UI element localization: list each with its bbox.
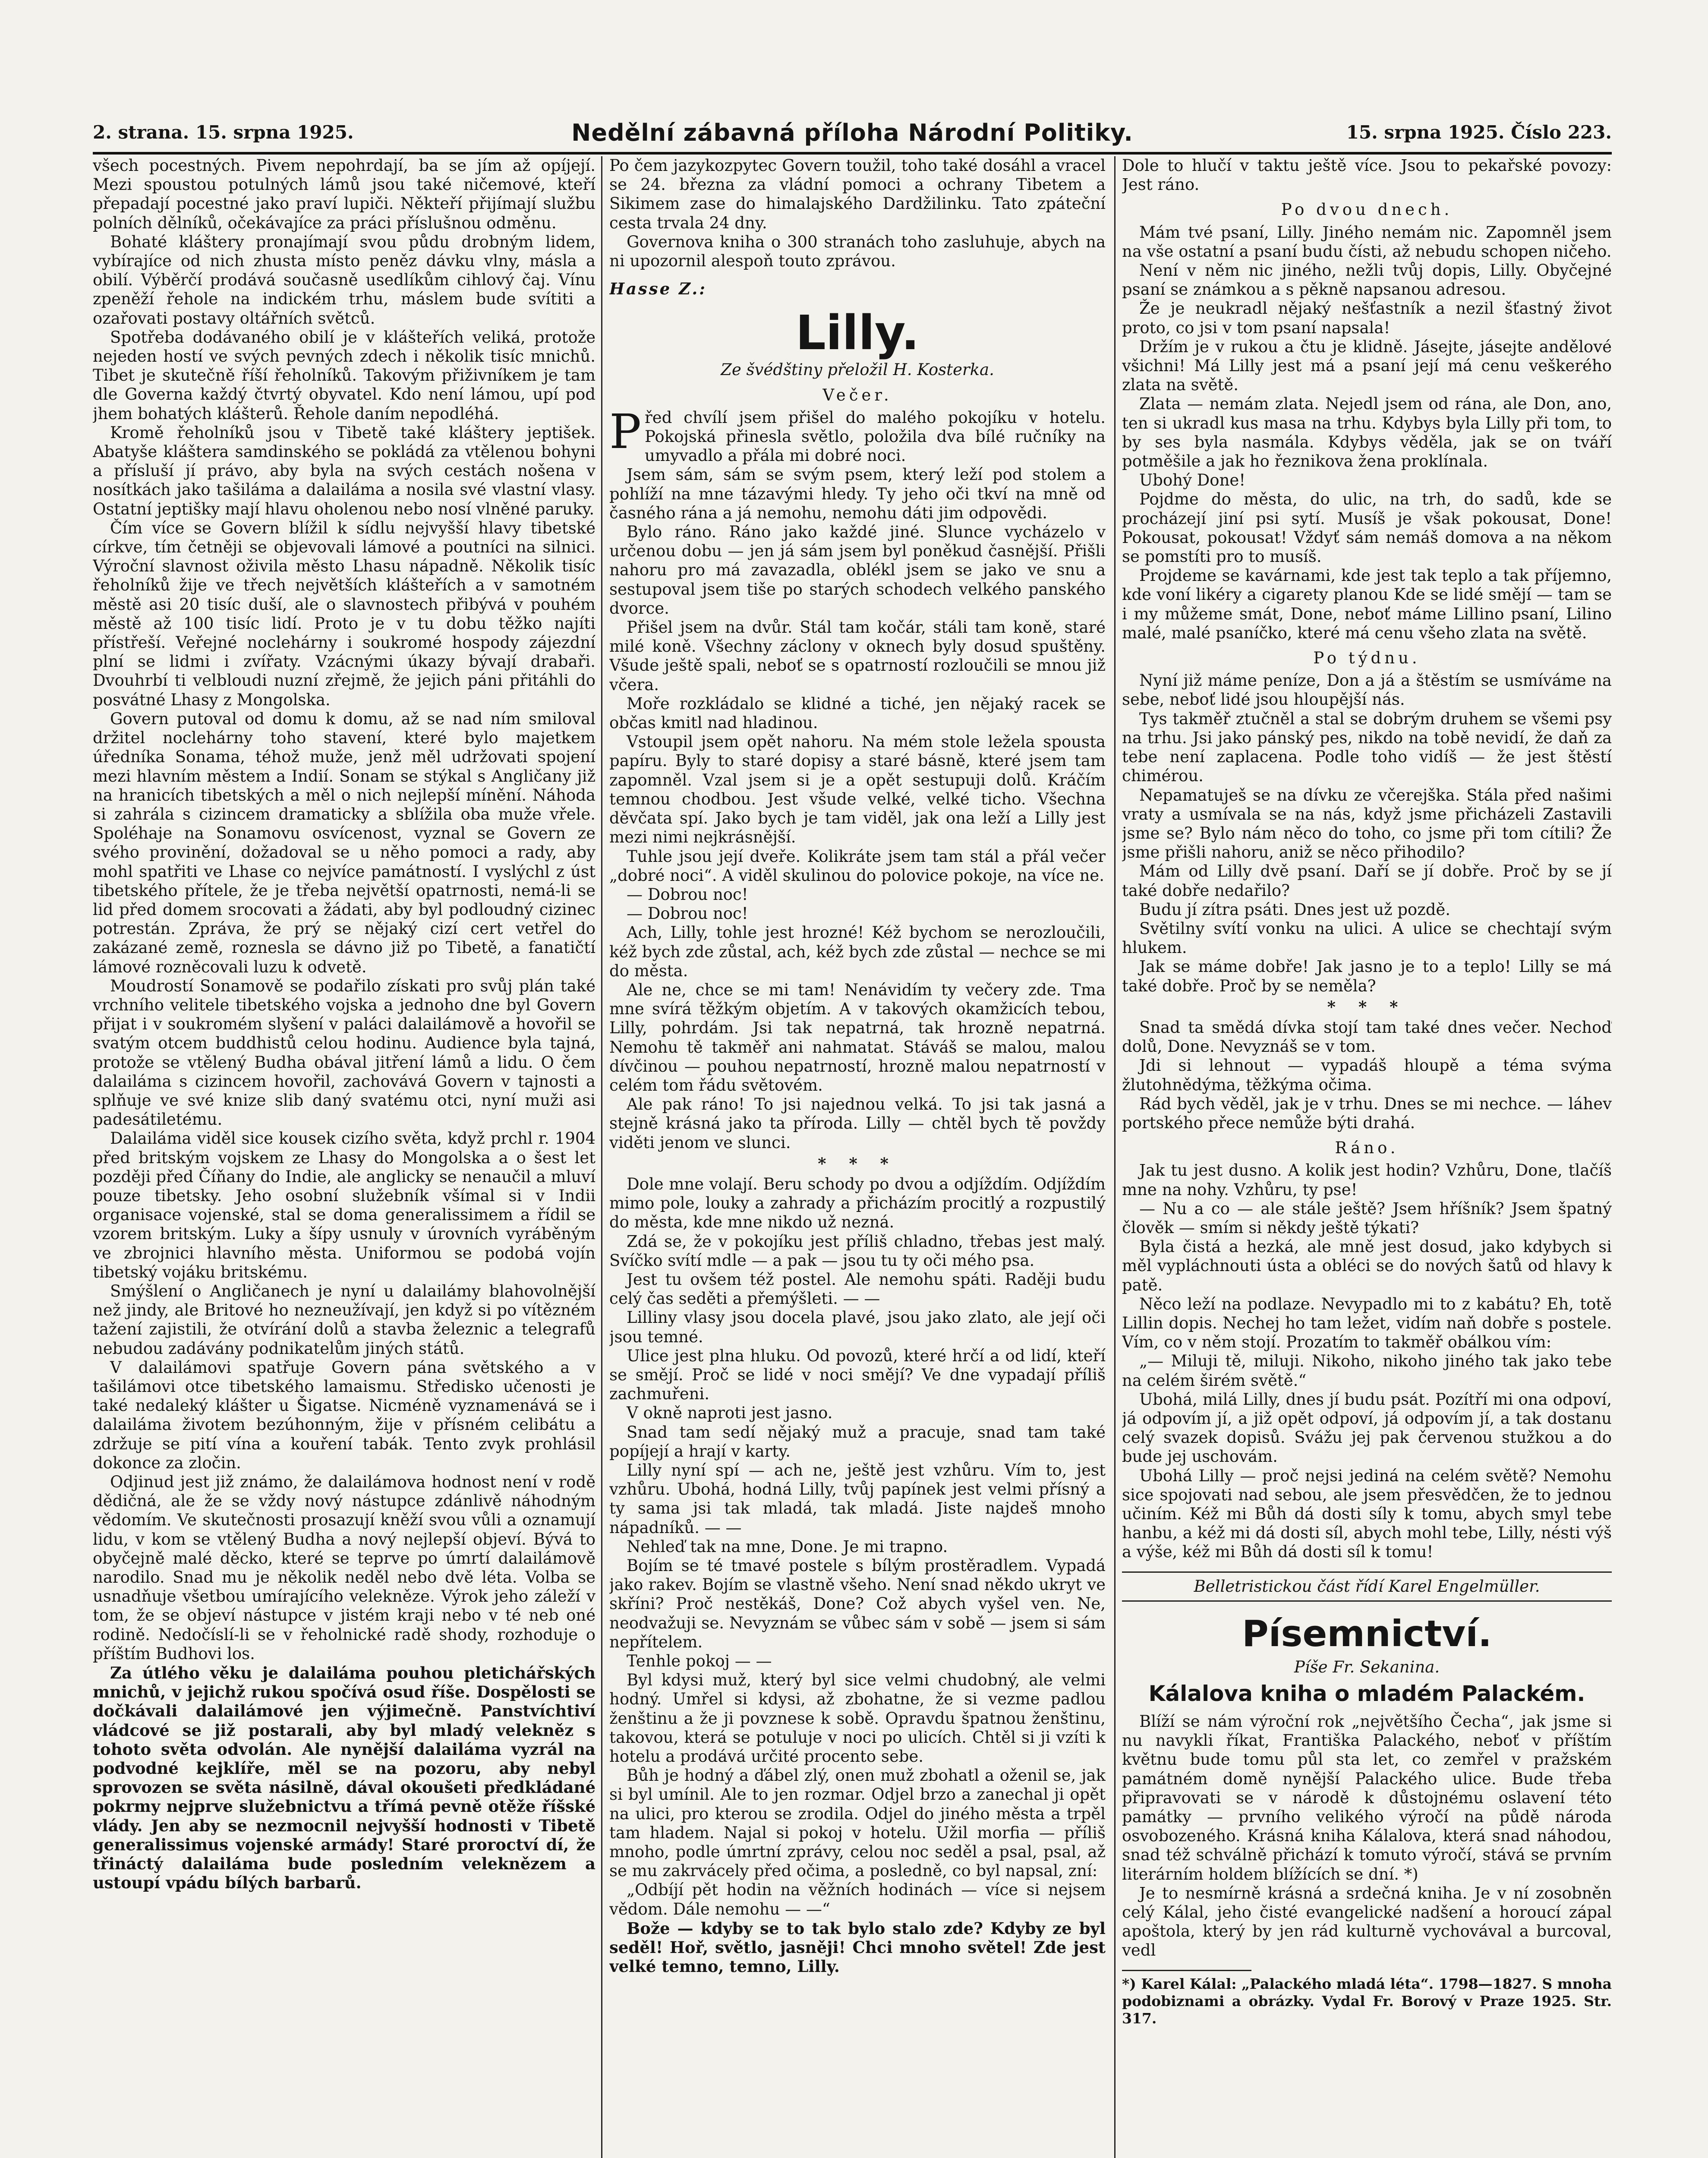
header-right: 15. srpna 1925. Číslo 223. <box>1346 122 1612 143</box>
paragraph: Rád bych věděl, jak je v trhu. Dnes se mi nechce. — láhev portského přece nemůže býti drahá. <box>1122 1094 1612 1132</box>
paragraph: Zdá se, že v pokojíku jest příliš chladno, třebas jest malý. Svíčko svítí mdle — a pak — jsou tu ty oči mého psa. <box>609 1232 1106 1270</box>
column-2-lilly-story <box>609 156 1106 2158</box>
paragraph: Nyní již máme peníze, Don a já a štěstím se usmíváme na sebe, neboť lidé jsou hloupější nás. <box>1122 671 1612 709</box>
paragraph: Ach, Lilly, tohle jest hrozné! Kéž bychom se nerozloučili, kéž bych zde zůstal, ach, kéž bych zde zůstal — nechce se mi do města. <box>609 923 1106 980</box>
paragraph: V dalailámovi spatřuje Govern pána světského a v tašilámovi otce tibetského lamaismu. Středisko učenosti je také nedaleký klášter u Šigatse. Nicméně vyznamenává se i dalailáma životem bezúhonným, žije v přísném celibátu a zdržuje se pití vína a kouření tabák. Tento zvyk prohlásil dokonce za zločin. <box>93 1358 596 1472</box>
translator-credit: Ze švédštiny přeložil H. Kosterka. <box>721 360 994 379</box>
paragraph: „— Miluji tě, miluji. Nikoho, nikoho jiného tak jako tebe na celém širém světě.“ <box>1122 1352 1612 1390</box>
paragraph: Ubohá, milá Lilly, dnes jí budu psát. Pozítří mi ona odpoví, já odpovím jí, a již opět odpoví, já odpovím jí, a tak dostanu celý svazek dopisů. Svážu jej pak červenou stužkou a do bude jej uschovám. <box>1122 1390 1612 1466</box>
paragraph: Je to nesmírně krásná a srdečná kniha. Je v ní zosobněn celý Kálal, jeho čisté evangelické nadšení a horoucí zápal apoštola, který by jen rád kulturně vychovával a burcoval, vedl <box>1122 1884 1612 1960</box>
paragraph: Jdi si lehnout — vypadáš hloupě a téma svýma žlutohnědýma, těžkýma očima. <box>1122 1056 1612 1094</box>
paragraph: Tys takměř ztučněl a stal se dobrým druhem se všemi psy na trhu. Jsi jako pánský pes, nikdo na tobě nevidí, že daň za tebe není zaplacena. Podle toho vidíš — že jest štěstí chimérou. <box>1122 709 1612 786</box>
footnote: *) Karel Kálal: „Palackého mladá léta“. 1798—1827. S mnoha podobiznami a obrázky. Vydal Fr. Borový v Praze 1925. Str. 317. <box>1122 1975 1612 2027</box>
paragraph: Bůh je hodný a ďábel zlý, onen muž zbohatl a oženil se, jak si byl umínil. Ale to jen rozmar. Odjel brzo a zanechal ji opět na ulici, pro kterou se zrodila. Odjel do jiného města a trpěl tam hladem. Najal si pokoj v hotelu. Užil morfia — příliš mnoho, podle úmrtní zprávy, celou noc seděl a psal, psal, až se mu zakrvácely před očima, a posledně, co byl napsal, zní: <box>609 1766 1106 1880</box>
paragraph: Govern putoval od domu k domu, až se nad ním smiloval držitel noclehárny toho stavení, které bylo majetkem úředníka Sonama, téhož muže, jenž měl udržovati spojení mezi hlavním městem a Indií. Sonam se stýkal s Angličany již na hranicích tibetských a měl o nich nejlepší mínění. Náhoda si zahrála s cizincem dramaticky a sblížila oba muže vřele. Spoléhaje na Sonamovu osvícenost, vyznal se Govern ze svého provinění, dožadoval se u něho pomoci a rady, aby mohl spatřiti ve Lhase co nejvíce památností. I vyslýchl z úst tibetského přítele, že je třeba největší opatrnosti, nemá-li se lid před domem srocovati a žádati, aby byl podloudný cizinec potrestán. Zpráva, že prý se nějaký cizí cert vetřel do zakázané země, roznesla se dávno již po Tibetě, a fanatičtí lámové rozněcovali luzu k odvetě. <box>93 709 596 976</box>
paragraph: Držím je v rukou a čtu je klidně. Jásejte, jásejte andělové všichni! Má Lilly jest má a psaní její má cenu veškerého zlata na světě. <box>1122 337 1612 394</box>
paragraph: Snad ta smědá dívka stojí tam také dnes večer. Nechoď dolů, Done. Nevyznáš se v tom. <box>1122 1018 1612 1056</box>
paragraph: Byla čistá a hezká, ale mně jest dosud, jako kdybych si měl vypláchnouti ústa a obléci se do nových šatů od hlavy k patě. <box>1122 1237 1612 1294</box>
paragraph: Jak tu jest dusno. A kolik jest hodin? Vzhůru, Done, tlačíš mne na nohy. Vzhůru, ty pse! <box>1122 1161 1612 1199</box>
paragraph: Spotřeba dodávaného obilí je v klášteřích veliká, protože nejeden hostí ve svých pevných zdech i několik tisíc mnichů. Tibet je skutečně říší řeholníků. Takovým přiživníkem je tam dle Governa každý čtvrtý obyvatel. Kdo není lámou, upí pod jhem bohatých klášterů. Řehole daním nepodléhá. <box>93 328 596 423</box>
paragraph: Bože — kdyby se to tak bylo stalo zde? Kdyby ze byl seděl! Hoř, světlo, jasněji! Chci mnoho světel! Zde jest velké temno, temno, Lilly. <box>609 1918 1106 1976</box>
first-text: řed chvílí jsem přišel do malého pokojíku v hotelu. Pokojská přinesla světlo, položila dva bílé ručníky na umyvadlo a přála mi dobré noci. <box>645 408 1106 465</box>
paragraph: Bojím se té tmavé postele s bílým prostěradlem. Vypadá jako rakev. Bojím se vlastně všeho. Není snad někdo ukryt ve skříni? Proč nestěkáš, Done? Což abych vyšel ven. Ne, neodvažuji se. Nevyznám se vůbec sám v sobě — jsem si sám nepřítelem. <box>609 1556 1106 1651</box>
paragraph: Mám tvé psaní, Lilly. Jiného nemám nic. Zapomněl jsem na vše ostatní a psaní budu čísti, až nebudu schopen ničeho. <box>1122 223 1612 261</box>
paragraph: Blíží se nám výroční rok „největšího Čecha“, jak jsme si nu navykli říkat, Františka Palackého, neboť v příštím květnu bude tomu půl sta let, co zemřel v pražském památném domě nynější Palackého ulice. Bude třeba připravovati se v národě k důstojnému oslavení této památky — prvního velikého výročí na půdě národa osvobozeného. Krásná kniha Kálalova, která snad náhodou, snad též schválně přichází k tomuto výročí, stává se prvním literárním holdem blížících se dní. *) <box>1122 1712 1612 1884</box>
paragraph: Přišel jsem na dvůr. Stál tam kočár, stáli tam koně, staré milé koně. Všechny záclony v oknech byly dosud spuštěny. Všude ještě spali, neboť se s opatrností rozloučili se mnou již včera. <box>609 618 1106 694</box>
paragraph: Nehleď tak na mne, Done. Je mi trapno. <box>627 1537 948 1556</box>
paragraph: Vstoupil jsem opět nahoru. Na mém stole ležela spousta papíru. Byly to staré dopisy a staré básně, které jsem tam zapomněl. Vzal jsem si je a opět sestupuji dolů. Kráčím temnou chodbou. Jest všude velké, velké ticho. Všechna děvčata spí. Jako bych je tam viděl, jak ona leží a Lilly jest mezi nimi nejkrásnější. <box>609 732 1106 847</box>
paragraph: Bohaté kláštery pronajímají svou půdu drobným lidem, vybírajíce od nich zhusta místo peněz dávku vlny, másla a obilí. Výběrčí prodává současně usedlíkům cihlový čaj. Vínu zpeněží řehole na indickém trhu, máslem bude svítiti a ozařovati postavy oltářních světců. <box>93 232 596 328</box>
section-heading: Ráno. <box>1335 1139 1399 1158</box>
section-stars: * * * <box>1327 997 1407 1016</box>
paragraph: Tuhle jsou její dveře. Kolikráte jsem tam stál a přál večer „dobré noci“. A viděl skulinou do polovice pokoje, na více ne. <box>609 847 1106 885</box>
paragraph: Moře rozkládalo se klidné a tiché, jen nějaký racek se občas kmitl nad hladinou. <box>609 694 1106 732</box>
paragraph: Budu jí zítra psáti. Dnes jest už pozdě. <box>1139 900 1451 919</box>
paragraph: všech pocestných. Pivem nepohrdají, ba se jím až opíjejí. Mezi spoustou potulných lámů jsou také ničemové, kteří přepadají pocestné jako praví lupiči. Někteří přijímají službu polních dělníků, očekávajíce za práci příslušnou odměnu. <box>93 156 596 232</box>
paragraph: Smýšlení o Angličanech je nyní u dalailámy blahovolnější než jindy, ale Britové ho nezneužívají, jen když si po vítězném tažení zajistili, že otvírání dolů a stavba železnic a telegrafů nebudou zadávány podnikatelům jiných států. <box>93 1281 596 1358</box>
paragraph: Bylo ráno. Ráno jako každé jiné. Slunce vycházelo v určenou dobu — jen já sám jsem byl poněkud časnější. Přišli nahoru pro má zavazadla, oblékl jsem se jako ve snu a sestupoval jsem tiše po starých schodech velkého panského dvorce. <box>609 523 1106 618</box>
paragraph: Jak se máme dobře! Jak jasno je to a teplo! Lilly se má také dobře. Proč by se neměla? <box>1122 957 1612 995</box>
paragraph: Odjinud jest již známo, že dalailámova hodnost není v rodě dědičná, ale že se vždy nový nástupce zdánlivě náhodným vědomím. Ve skutečnosti prosazují kněží svou vůli a oznamují lidu, v kom se vtělený Budha a nový nejlepší objeví. Bývá to obyčejně malé děcko, které se teprve po úmrtí dalailámově narodilo. Snad mu je několik neděl nebo dvě léta. Volba se usnadňuje všetbou umírajícího velekněze. Výrok jeho záleží v tom, že se objeví nástupce v jistém kraji nebo v té neb oné rodině. Nedočíslí-li se v řeholnické radě shody, rozhoduje o příštím Budhovi los. <box>93 1473 596 1663</box>
paragraph: Zlata — nemám zlata. Nejedl jsem od rána, ale Don, ano, ten si ukradl kus masa na trhu. Kdybys byla Lilly při tom, to by ses byla nasmála. Kdybys věděla, jak se on tváří potměšile a jak ho řeznikova žena proklínala. <box>1122 394 1612 471</box>
paragraph: „Odbíjí pět hodin na věžních hodinách — více si nejsem vědom. Dále nemohu — —“ <box>609 1880 1106 1918</box>
column-1-tibet-article <box>93 156 596 2158</box>
paragraph: Moudrostí Sonamově se podařilo získati pro svůj plán také vrchního velitele tibetského vojska a jednoho dne byl Govern přijat i v soukromém slyšení v paláci dalailámově a hovořil se svatým otcem buddhistů celou hodinu. Audience byla tajná, protože se vtělený Budha obával jitření lámů a lidu. O čem dalailáma s cizincem hovořil, zachovává Govern v tajnosti a splňuje ve své knize slib daný svatému otci, nyní muži asi padesátiletému. <box>93 976 596 1129</box>
paragraph-first <box>609 404 1106 466</box>
paragraph: Není v něm nic jiného, nežli tvůj dopis, Lilly. Obyčejné psaní se známkou a s pěkně napsanou adresou. <box>1122 261 1612 299</box>
paragraph: Ale ne, chce se mi tam! Nenávidím ty večery zde. Tma mne svírá těžkým objetím. A v takových okamžicích tebou, Lilly, pohrdám. Jsi tak nepatrná, tak hrozně nepatrná. Nemohu tě takměř ani nahmatat. Stáváš se malou, malou dívčinou — pouhou nepatrností, hrozně malou nepatrností v celém tom řádu světovém. <box>609 980 1106 1095</box>
review-headline: Kálalova kniha o mladém Palackém. <box>1148 1681 1585 1707</box>
paragraph: — Nu a co — ale stále ještě? Jsem hříšník? Jsem špatný člověk — smím si někdy ještě týkati? <box>1122 1199 1612 1237</box>
paragraph: Ale pak ráno! To jsi najednou velká. To jsi tak jasná a stejně krásná jako ta příroda. Lilly — chtěl bych tě povždy viděti jenom ve slunci. <box>609 1095 1106 1152</box>
paragraph: Jsem sám, sám se svým psem, který leží pod stolem a pohlíží na mne tázavými hledy. Ty jeho oči tkví na mně od časného rána a já nemohu, nemohu dáti jim odpovědi. <box>609 465 1106 522</box>
paragraph: V okně naproti jest jasno. <box>627 1404 833 1423</box>
paragraph: Byl kdysi muž, který byl sice velmi chudobný, ale velmi hodný. Umřel si kdysi, až zbohatne, že si vezme padlou ženštinu a že ji povznese k sobě. Opravdu špatnou ženštinu, takovou, která se potuluje v noci po ulicích. Chtěl si ji vzíti k hotelu a prodává určité procento sebe. <box>609 1671 1106 1766</box>
paragraph: Jest tu ovšem též postel. Ale nemohu spáti. Raději budu celý čas seděti a přemýšleti. — — <box>609 1270 1106 1308</box>
paragraph: Po čem jazykozpytec Govern toužil, toho také dosáhl a vracel se 24. března za vládní pomoci a ochrany Tibetem a Sikimem zase do himalajského Dardžilinku. Tato zpáteční cesta trvala 24 dny. <box>609 156 1106 232</box>
section-heading: Po dvou dnech. <box>1281 200 1453 219</box>
editor-credit: Belletristickou část řídí Karel Engelmüller. <box>1122 1571 1612 1602</box>
paragraph: Pojdme do města, do ulic, na trh, do sadů, kde se procházejí jiní psi sytí. Musíš je však pokousat, Done! Pokousat, pokousat! Vždyť sám nemáš domova a na někom se pomstíti pro to musíš. <box>1122 490 1612 566</box>
page-header <box>93 119 1612 148</box>
paragraph: Projdeme se kavárnami, kde jest tak teplo a tak příjemno, kde voní likéry a cigarety planou Kde se lidé smějí — tam se i my můžeme smát, Done, neboť máme Lillino psaní, Lilino malé, malé psaníčko, které má cenu všeho zlata na světě. <box>1122 566 1612 642</box>
header-masthead: Nedělní zábavná příloha Národní Politiky. <box>571 119 1133 146</box>
paragraph: Ubohá Lilly — proč nejsi jediná na celém světě? Nemohu sice spojovati nad sebou, ale jsem přesvědčen, že to jednou učiním. Kéž mi Bůh dá dosti síly k tomu, abych smyl tebe hanbu, a kéž mi dá dosti síl, abych mohl tebe, Lilly, nésti výš a výše, kéž mi Bůh dá dosti síl k tomu! <box>1122 1466 1612 1562</box>
paragraph: Nepamatuješ se na dívku ze včerejška. Stála před našimi vraty a usmívala se na nás, když jsme přicházeli Zastavili jsme se? Bylo nám něco do toho, co jsme při tom cítili? Že jsme přišli nahoru, aniž se něco přihodilo? <box>1122 786 1612 862</box>
paragraph: Snad tam sedí nějaký muž a pracuje, snad tam také popíjejí a hrají v karty. <box>609 1423 1106 1461</box>
paragraph: Lilliny vlasy jsou docela plavé, jsou jako zlato, ale její oči jsou temné. <box>609 1308 1106 1346</box>
paragraph: Lilly nyní spí — ach ne, ještě jest vzhůru. Vím to, jest vzhůru. Ubohá, hodná Lilly, tvůj papínek jest velmi přísný a ty sama jsi tak mladá, tak mladá. Jiste najdeš mnoho nápadníků. — — <box>609 1461 1106 1537</box>
paragraph: Ubohý Done! <box>1139 471 1246 490</box>
paragraph: Ulice jest plna hluku. Od povozů, které hrčí a od lidí, kteří se smějí. Proč se lidé v noci smějí? Ve dne vypadají příliš zachmuřeni. <box>609 1346 1106 1404</box>
paragraph: Dole mne volají. Beru schody po dvou a odjíždím. Odjíždím mimo pole, louky a zahrady a přicházím procitlý a rozpustilý do města, kde mne nikdo už nezná. <box>609 1174 1106 1232</box>
paragraph: Tenhle pokoj — — <box>627 1652 772 1671</box>
paragraph: Dole to hlučí v taktu ještě více. Jsou to pekařské povozy: Jest ráno. <box>1122 156 1612 194</box>
column-rule-1 <box>601 156 602 2158</box>
paragraph: Za útlého věku je dalailáma pouhou pletichářských mnichů, v jejichž rukou spočívá osud říše. Dospělosti se dočkávali dalailámové jen výjimečně. Panstvíchtiví vládcové se již postarali, aby byl mladý velekněz s tohoto světa odvolán. Ale nynější dalailáma vyzrál na podvodné kejklíře, měl se na pozoru, aby nebyl sprovozen se světa násilně, dával okoušeti předkládané pokrmy nejprve služebnictvu a třímá pevně otěže říšské vlády. Jen aby se nezmocnil nejvyšší hodnosti v Tibetě generalissimus vojenské armády! Staré proroctví dí, že třináctý dalailáma bude posledním veleknězem a ustoupí vpádu bílých barbarů. <box>93 1663 596 1893</box>
paragraph: Světilny svítí vonku na ulici. A ulice se chechtají svým hlukem. <box>1122 919 1612 957</box>
drop-cap: P <box>609 404 642 459</box>
paragraph: Mám od Lilly dvě psaní. Daří se jí dobře. Proč by se jí také dobře nedařilo? <box>1122 862 1612 900</box>
column-3-story-and-literature <box>1122 156 1612 2158</box>
author-signature: Hasse Z.: <box>609 279 707 299</box>
column-rule-2 <box>1114 156 1116 2158</box>
story-title: Lilly. <box>795 305 920 361</box>
section-stars: * * * <box>818 1154 897 1173</box>
paragraph: Čím více se Govern blížil k sídlu nejvyšší hlavy tibetské církve, tím četněji se objevovali lámové a poutníci na silnici. Výroční slavnost oživila město Lhasu nápadně. Několik tisíc řeholníků žije ve třech největších klášteřích a v samotném městě asi 20 tisíc duší, ale o slavnostech přibývá v pouhém městě až 100 tisíc lidí. Proto je v tu dobu těžko najíti přístřeší. Veřejné noclehárny i soukromé hospody zájezdní plní se lidmi i zvířaty. Vzácnými úkazy bývají drabaři. Dvouhrbí ti velbloudi nuzní zřejmě, že jejich páni přitáhli do posvátné Lhasy z Mongolska. <box>93 518 596 709</box>
paragraph: — Dobrou noc! <box>627 904 748 923</box>
footnote-rule <box>1122 1970 1251 1971</box>
paragraph: Kromě řeholníků jsou v Tibetě také kláštery jeptišek. Abatyše kláštera samdinského se pokládá za vtělenou bohyni a přísluší jí právo, aby byla na svých cestách nošena v nosítkách jako tašiláma a dalailáma a nosila své vlastní vlasy. Ostatní jeptišky mají hlavu oholenou nebo nosí vlněné paruky. <box>93 423 596 518</box>
section-heading: Večer. <box>822 385 892 404</box>
header-left: 2. strana. 15. srpna 1925. <box>93 122 354 143</box>
section-heading: Po týdnu. <box>1313 649 1421 668</box>
paragraph: Dalailáma viděl sice kousek cizího světa, když prchl r. 1904 před britským vojskem ze Lhasy do Mongolska a o šest let později před Číňany do Indie, ale anglicky se nenaučil a mluví pouze tibetsky. Jeho osobní služebník všímal si v Indii organisace vojenské, stal se doma generalissimem a řídil se vzorem britským. Luky a šípy usnuly v úrovních vyráběným ve zbrojnici hlavního města. Uniformou se podobá vojín tibetský vojáku britskému. <box>93 1129 596 1281</box>
literature-section-title: Písemnictví. <box>1242 1612 1492 1655</box>
paragraph: Governova kniha o 300 stranách toho zasluhuje, abych na ni upozornil alespoň touto zprávou. <box>609 232 1106 271</box>
header-rule <box>93 152 1612 155</box>
paragraph: — Dobrou noc! <box>627 885 748 904</box>
literature-author: Píše Fr. Sekanina. <box>1294 1657 1440 1676</box>
paragraph: Že je neukradl nějaký nešťastník a nezil šťastný život proto, co jsi v tom psaní napsala! <box>1122 299 1612 337</box>
paragraph: Něco leží na podlaze. Nevypadlo mi to z kabátu? Eh, totě Lillin dopis. Nechej ho tam ležet, vidím naň dobře s postele. Vím, co v něm stojí. Prozatím to takměř obálkou vím: <box>1122 1294 1612 1352</box>
